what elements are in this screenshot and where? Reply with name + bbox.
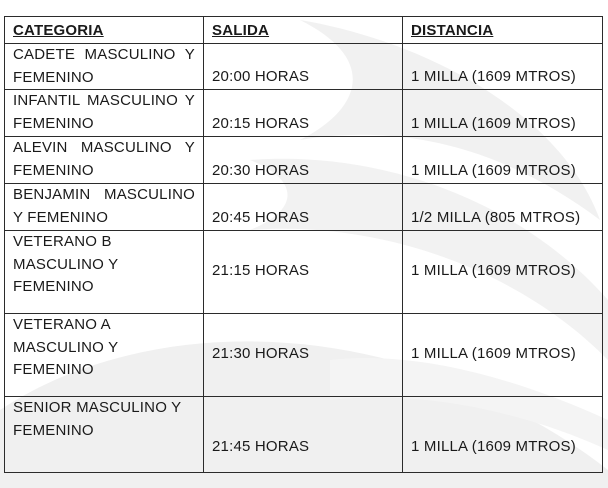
cell-distancia: 1/2 MILLA (805 MTROS): [403, 184, 603, 231]
schedule-table: [4, 16, 603, 473]
table-row: [5, 137, 603, 184]
table-row: [5, 44, 603, 90]
header-salida: SALIDA: [204, 17, 403, 44]
cell-distancia: 1 MILLA (1609 MTROS): [403, 314, 603, 397]
cell-categoria: CADETE MASCULINO Y FEMENINO: [5, 44, 204, 90]
header-distancia: DISTANCIA: [403, 17, 603, 44]
cell-categoria: BENJAMIN MASCULINO Y FEMENINO: [5, 184, 204, 231]
cell-distancia: 1 MILLA (1609 MTROS): [403, 90, 603, 137]
cell-salida: 20:15 HORAS: [204, 90, 403, 137]
cell-categoria: SENIOR MASCULINO Y FEMENINO: [5, 397, 204, 473]
cell-salida: 20:00 HORAS: [204, 44, 403, 90]
cell-salida: 21:15 HORAS: [204, 231, 403, 314]
table-header-row: [5, 17, 603, 44]
cell-categoria: ALEVIN MASCULINO Y FEMENINO: [5, 137, 204, 184]
header-categoria: CATEGORIA: [5, 17, 204, 44]
cell-distancia: 1 MILLA (1609 MTROS): [403, 231, 603, 314]
table-row: [5, 90, 603, 137]
table-row: [5, 314, 603, 397]
cell-categoria: VETERANO B MASCULINO Y FEMENINO: [5, 231, 204, 314]
cell-salida: 20:30 HORAS: [204, 137, 403, 184]
cell-distancia: 1 MILLA (1609 MTROS): [403, 44, 603, 90]
cell-salida: 21:30 HORAS: [204, 314, 403, 397]
table-row: [5, 231, 603, 314]
table-row: [5, 184, 603, 231]
cell-categoria: VETERANO A MASCULINO Y FEMENINO: [5, 314, 204, 397]
cell-distancia: 1 MILLA (1609 MTROS): [403, 137, 603, 184]
cell-distancia: 1 MILLA (1609 MTROS): [403, 397, 603, 473]
table-row: [5, 397, 603, 473]
cell-categoria: INFANTIL MASCULINO Y FEMENINO: [5, 90, 204, 137]
cell-salida: 20:45 HORAS: [204, 184, 403, 231]
cell-salida: 21:45 HORAS: [204, 397, 403, 473]
